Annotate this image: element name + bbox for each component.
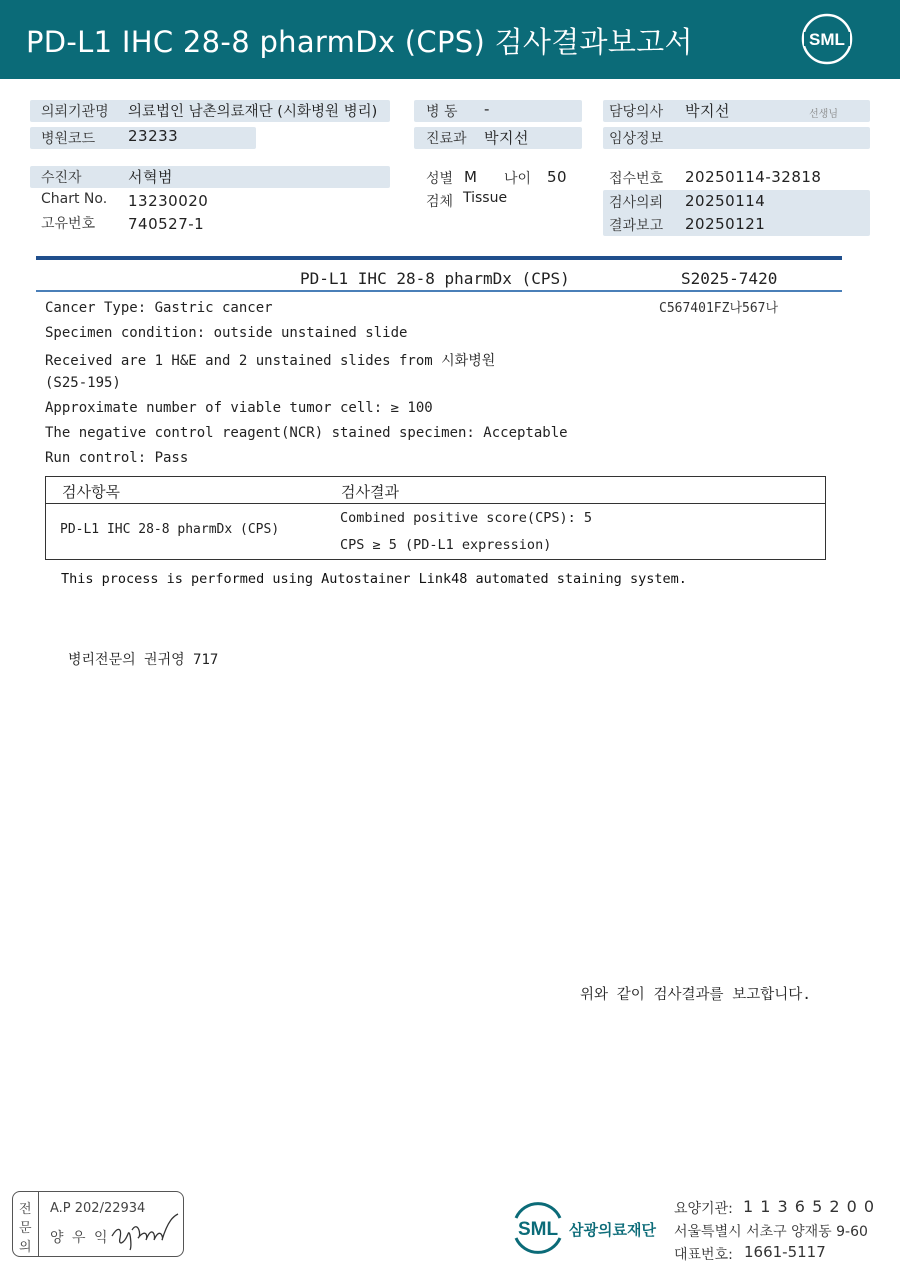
pathologist-stamp [12,1191,184,1257]
report-line: (S25-195) [45,375,121,391]
phone-label: 대표번호: [674,1247,733,1263]
sex-label: 성별 [426,171,454,187]
handwritten-signature-icon [108,1206,182,1254]
report-line: Specimen condition: outside unstained slide [45,325,408,341]
sex-value: M [464,168,478,186]
id-value: 740527-1 [128,215,205,233]
request-value: 20250114 [685,192,766,210]
age-value: 50 [547,168,568,186]
dept-label: 진료과 [426,131,467,147]
hospital-code-value: 23233 [128,127,179,145]
institution-label: 의뢰기관명 [41,104,109,120]
org-name: 삼광의료재단 [569,1221,656,1239]
report-line: Cancer Type: Gastric cancer [45,300,273,316]
org-logo-text: SML [517,1219,559,1240]
stamp-license: A.P 202/22934 [50,1201,146,1216]
patient-value: 서혁범 [128,168,173,186]
report-line: The negative control reagent(NCR) stained specimen: Acceptable [45,425,568,441]
result-table [45,476,826,560]
result-score: Combined positive score(CPS): 5 [340,510,592,526]
ward-label: 병 동 [426,104,458,120]
receipt-value: 20250114-32818 [685,168,822,186]
report-date-label: 결과보고 [609,218,664,234]
report-date-value: 20250121 [685,215,766,233]
result-interpretation: CPS ≥ 5 (PD-L1 expression) [340,537,552,553]
specimen-value: Tissue [463,190,508,206]
stamp-name: 양 우 익 [50,1230,110,1246]
table-item: PD-L1 IHC 28-8 pharmDx (CPS) [60,522,280,537]
institution-code-value: 1 1 3 6 5 2 0 0 [743,1197,876,1216]
test-name-heading: PD-L1 IHC 28-8 pharmDx (CPS) [300,269,570,288]
process-note: This process is performed using Autostainer Link48 automated staining system. [61,571,687,587]
specimen-label: 검체 [426,194,454,210]
hospital-code-label: 병원코드 [41,131,96,147]
patient-label: 수진자 [41,170,82,186]
report-line: Approximate number of viable tumor cell: ≥ 100 [45,400,433,416]
dept-value: 박지선 [484,129,529,147]
clinical-label: 임상정보 [609,131,664,147]
stamp-side-char: 의 [19,1240,32,1255]
age-label: 나이 [504,171,532,187]
stamp-side-char: 전 [19,1202,32,1217]
request-label: 검사의뢰 [609,195,664,211]
ward-value: - [484,100,490,118]
sml-org-logo-icon [508,1200,568,1256]
case-number: S2025-7420 [681,269,778,288]
sml-logo-icon [800,12,854,66]
institution-value: 의료법인 남촌의료재단 (시화병원 병리) [128,104,378,120]
stamp-side-char: 문 [19,1221,32,1236]
phone-value: 1661-5117 [744,1243,826,1261]
id-label: 고유번호 [41,216,96,232]
section-rule-thick [36,256,842,260]
doctor-value: 박지선 [685,102,730,120]
report-line: Run control: Pass [45,450,189,466]
pathologist-signature: 병리전문의 권귀영 717 [68,652,219,668]
chart-value: 13230020 [128,192,209,210]
patient-bar [30,166,390,188]
institution-code-label: 요양기관: [674,1201,733,1217]
report-title: PD-L1 IHC 28-8 pharmDx (CPS) 검사결과보고서 [26,25,693,59]
closing-statement: 위와 같이 검사결과를 보고합니다. [580,987,812,1003]
header-bar [0,0,900,79]
section-rule-thin [36,290,842,292]
report-line: Received are 1 H&E and 2 unstained slides from 시화병원 [45,353,496,369]
table-header-item: 검사항목 [62,483,120,501]
address: 서울특별시 서초구 양재동 9-60 [674,1224,868,1240]
logo-text: SML [809,30,845,49]
result-table-header [46,477,825,504]
specimen-code: C567401FZ나567나 [659,301,779,316]
doctor-suffix: 선생님 [809,109,838,120]
chart-label: Chart No. [41,191,108,207]
table-header-result: 검사결과 [341,483,399,501]
doctor-label: 담당의사 [609,104,664,120]
receipt-label: 접수번호 [609,171,664,187]
